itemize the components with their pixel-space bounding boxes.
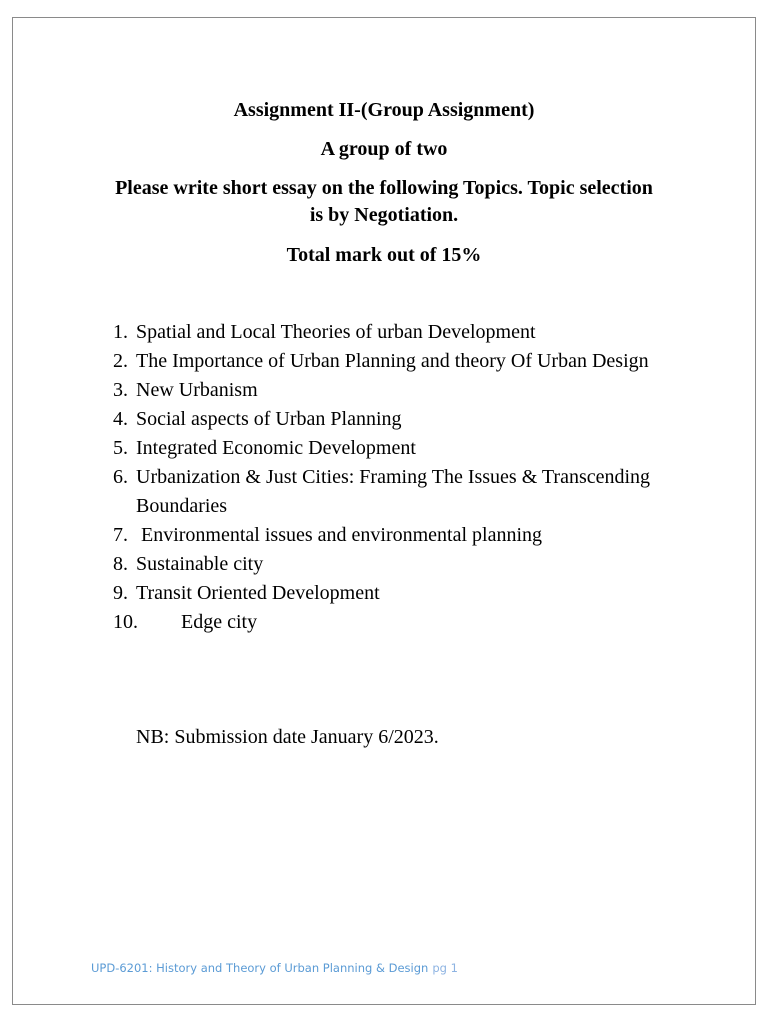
list-item-number: 1. xyxy=(113,321,128,343)
list-item-text: Transit Oriented Development xyxy=(136,582,380,604)
list-item xyxy=(113,318,673,347)
total-mark: Total mark out of 15% xyxy=(286,244,482,266)
document-page xyxy=(12,17,756,1005)
list-item-text: Environmental issues and environmental planning xyxy=(136,524,543,546)
list-item xyxy=(113,579,673,608)
footer-course-title: UPD-6201: History and Theory of Urban Planning & Design xyxy=(91,961,429,975)
list-item-number: 6. xyxy=(113,466,128,488)
list-item-text: New Urbanism xyxy=(136,379,258,401)
list-item-number: 3. xyxy=(113,379,128,401)
list-item-number: 10. xyxy=(113,611,138,633)
topic-list xyxy=(113,318,673,637)
list-item-text: Edge city xyxy=(181,611,258,633)
group-size: A group of two xyxy=(320,138,448,160)
page-footer xyxy=(91,961,458,975)
list-item-text: Integrated Economic Development xyxy=(136,437,416,459)
list-item-text: Sustainable city xyxy=(136,553,264,575)
list-item xyxy=(113,376,673,405)
list-item-text: Social aspects of Urban Planning xyxy=(136,408,402,430)
list-item-number: 9. xyxy=(113,582,128,604)
submission-note: NB: Submission date January 6/2023. xyxy=(136,726,439,748)
list-item xyxy=(113,608,673,637)
list-item xyxy=(113,434,673,463)
assignment-title: Assignment II-(Group Assignment) xyxy=(233,99,535,121)
list-item xyxy=(113,521,673,550)
page-number: pg 1 xyxy=(432,961,458,975)
list-item xyxy=(113,550,673,579)
list-item-text: The Importance of Urban Planning and theory Of Urban Design xyxy=(136,350,649,372)
list-item xyxy=(113,347,673,376)
list-item-number: 5. xyxy=(113,437,128,459)
list-item-number: 7. xyxy=(113,524,128,546)
list-item-number: 2. xyxy=(113,350,128,372)
list-item xyxy=(113,463,673,521)
list-item-text: Urbanization & Just Cities: Framing The Issues & Transcending Boundaries xyxy=(136,466,651,517)
instructions: Please write short essay on the following Topics. Topic selection is by Negotiation. xyxy=(115,177,653,226)
list-item-text: Spatial and Local Theories of urban Development xyxy=(136,321,536,343)
list-item xyxy=(113,405,673,434)
list-item-number: 8. xyxy=(113,553,128,575)
list-item-number: 4. xyxy=(113,408,128,430)
